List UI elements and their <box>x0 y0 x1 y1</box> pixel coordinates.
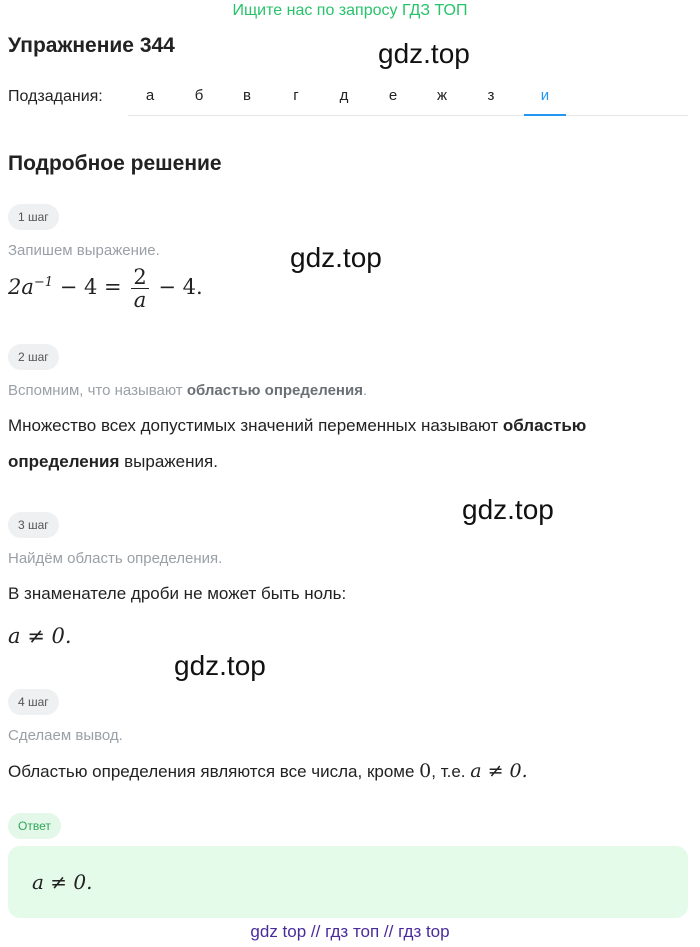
subtask-tab-zh[interactable]: ж <box>436 87 448 104</box>
watermark: gdz.top <box>378 38 470 69</box>
step-4-pill: 4 шаг <box>8 689 59 715</box>
answer-box <box>8 846 688 918</box>
fraction-numerator: 2 <box>133 265 147 289</box>
subtask-tab-v[interactable]: в <box>243 87 251 104</box>
step-2-bold-2: определения <box>8 452 120 471</box>
fraction-denominator: a <box>133 288 147 312</box>
answer-pill: Ответ <box>8 813 61 839</box>
watermark: gdz.top <box>290 242 382 273</box>
formula-fraction <box>131 266 148 311</box>
step-2-hint <box>8 382 367 399</box>
subtask-tab-d[interactable]: д <box>339 87 349 104</box>
step-3-formula: a ≠ 0. <box>8 624 72 648</box>
step-1-pill: 1 шаг <box>8 204 59 230</box>
subtasks-tabs <box>128 80 688 116</box>
formula-middle: − 4 = <box>53 275 129 299</box>
step-4-hint: Сделаем вывод. <box>8 727 123 744</box>
step-2-text-end: выражения. <box>119 452 218 471</box>
step-2-hint-bold: областью определения <box>186 382 363 399</box>
subtask-tab-b[interactable]: б <box>194 87 204 104</box>
watermark: gdz.top <box>462 494 554 525</box>
step-3-text: В знаменателе дроби не может быть ноль: <box>8 584 347 603</box>
step-4-text-mid: , т.е. <box>431 762 471 781</box>
step-4-formula: a ≠ 0. <box>470 760 528 782</box>
formula-base: 2a <box>8 275 34 299</box>
step-3-hint: Найдём область определения. <box>8 550 223 567</box>
step-2-pill: 2 шаг <box>8 344 59 370</box>
step-1-formula <box>8 266 203 311</box>
answer-formula: a ≠ 0. <box>32 870 93 894</box>
step-2-text <box>8 408 688 480</box>
step-2-text-start: Множество всех допустимых значений переменных называют <box>8 416 503 435</box>
step-4-zero: 0 <box>419 760 432 782</box>
step-1-hint: Запишем выражение. <box>8 242 160 259</box>
subtask-tab-i[interactable]: и <box>524 80 566 116</box>
footer-watermark: gdz top // гдз топ // гдз top <box>250 922 450 941</box>
search-banner: Ищите нас по запросу ГДЗ ТОП <box>232 2 468 19</box>
step-3-pill: 3 шаг <box>8 512 59 538</box>
subtask-tab-z[interactable]: з <box>487 87 495 104</box>
step-4-text <box>8 753 528 790</box>
step-2-hint-end: . <box>362 382 368 399</box>
formula-exponent: −1 <box>33 275 54 290</box>
subtask-tab-e[interactable]: е <box>388 87 398 104</box>
formula-tail: − 4. <box>151 275 203 299</box>
subtask-tab-g[interactable]: г <box>293 87 299 104</box>
watermark: gdz.top <box>174 650 266 681</box>
step-2-hint-text: Вспомним, что называют <box>8 382 187 399</box>
solution-title: Подробное решение <box>8 152 222 175</box>
step-4-text-start: Областью определения являются все числа, кроме <box>8 762 420 781</box>
subtasks-label: Подзадания: <box>8 88 103 105</box>
step-2-bold-1: областью <box>502 416 587 435</box>
exercise-title: Упражнение 344 <box>8 34 175 57</box>
subtask-tab-a[interactable]: а <box>145 87 155 104</box>
